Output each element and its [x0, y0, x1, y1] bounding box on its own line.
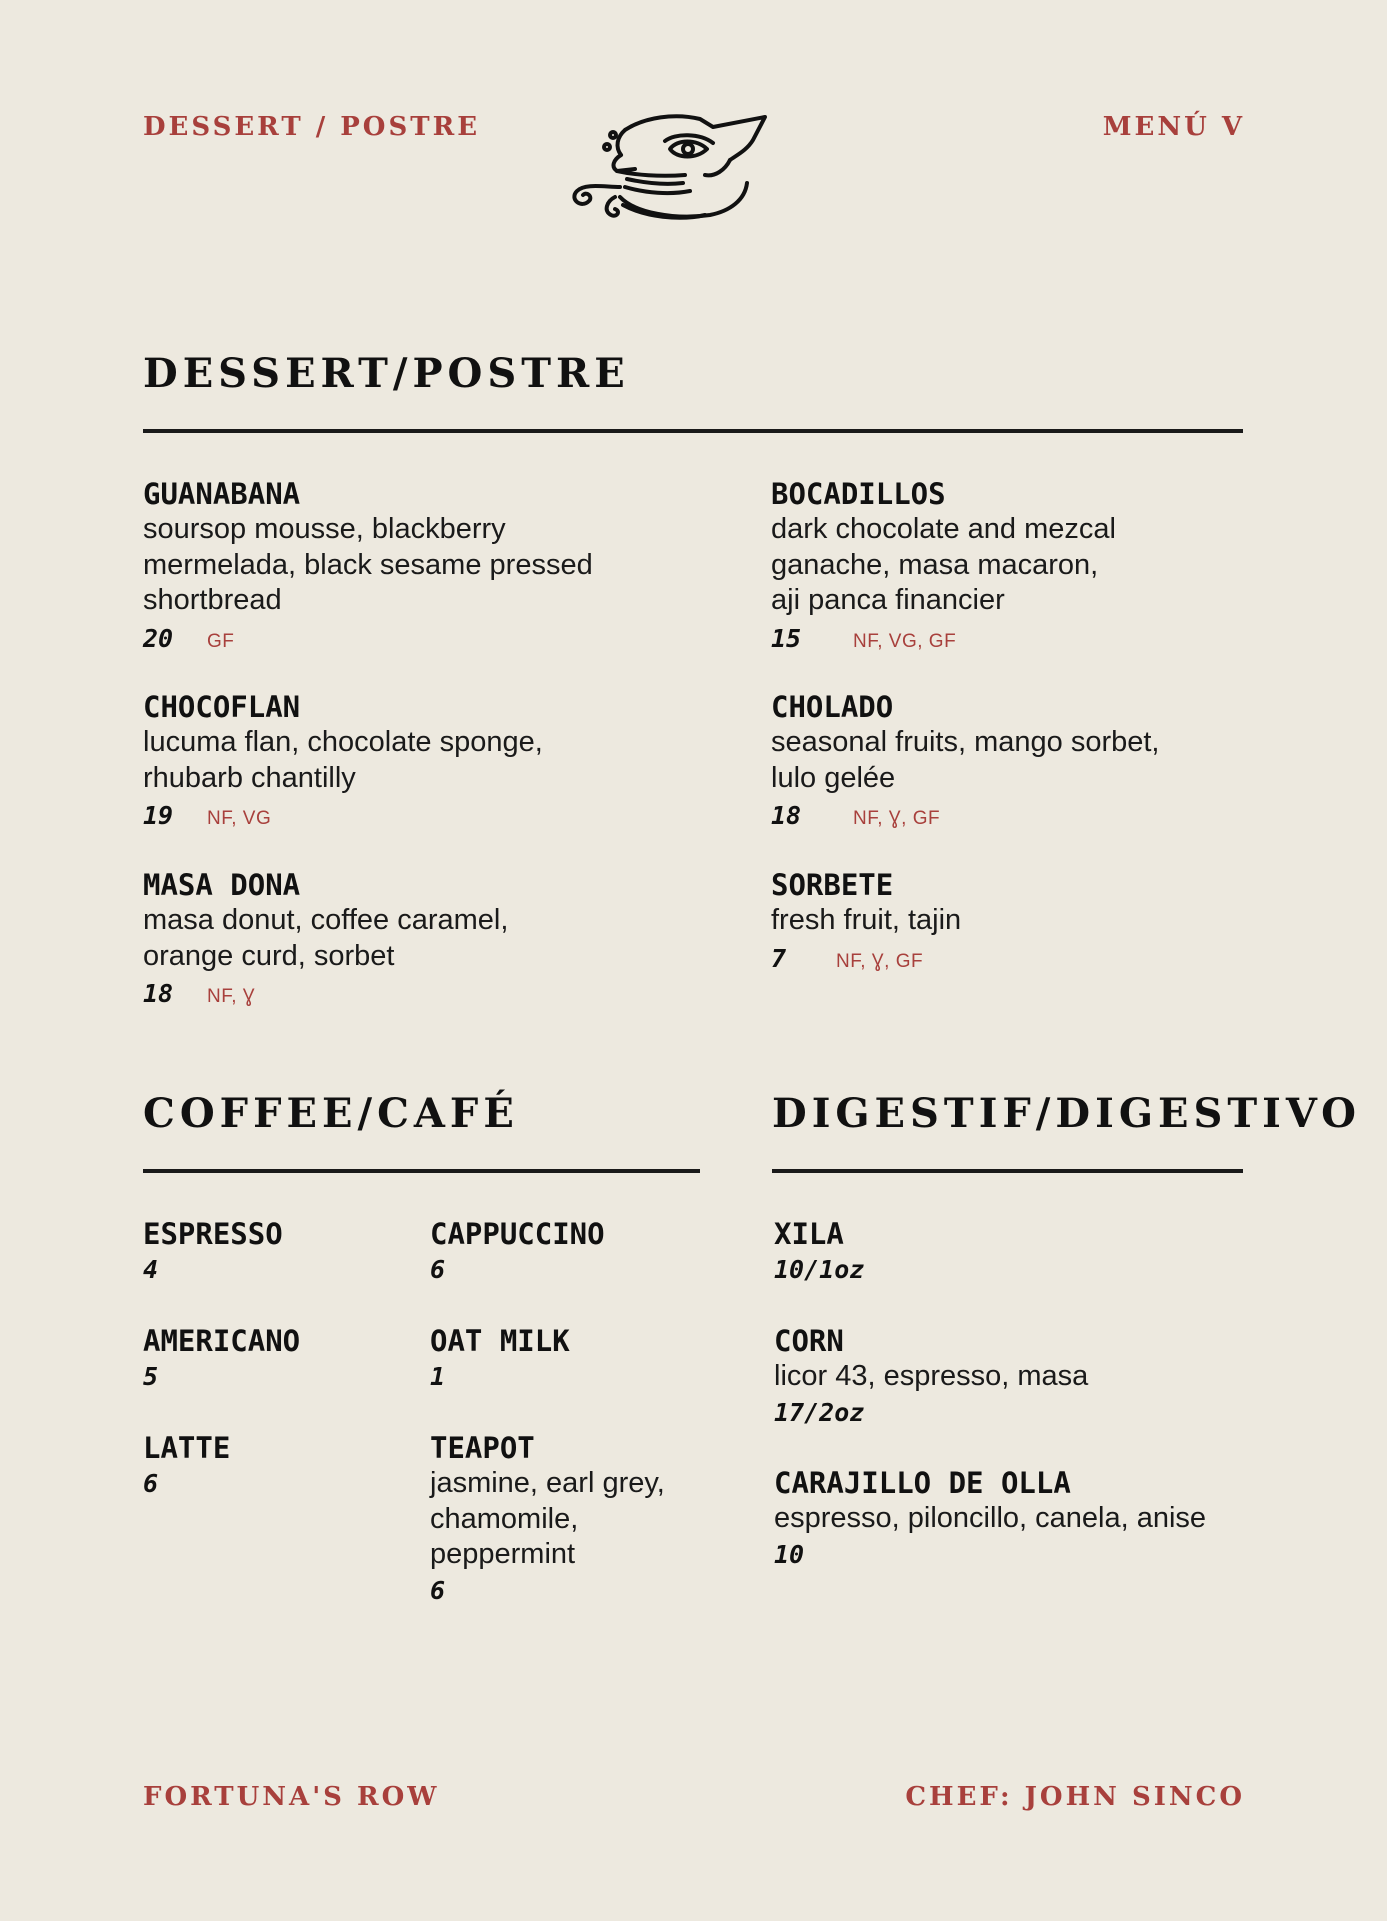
- digestif-section-title: DIGESTIF/DIGESTIVO: [772, 1090, 1362, 1137]
- jaguar-head-icon: [565, 105, 780, 235]
- header-left-label: DESSERT / POSTRE: [143, 112, 481, 142]
- item-price: 4: [143, 1255, 159, 1284]
- menu-item-cappuccino: [430, 1216, 605, 1288]
- menu-item-carajillo-de-olla: [774, 1465, 1206, 1573]
- item-description: soursop mousse, blackberry mermelada, black sesame pressed shortbread: [143, 513, 593, 616]
- item-description: lucuma flan, chocolate sponge, rhubarb chantilly: [143, 726, 543, 794]
- dietary-tags: NF, Ɣ, GF: [853, 808, 941, 829]
- menu-item-americano: [143, 1323, 300, 1395]
- item-description: masa donut, coffee caramel, orange curd, sorbet: [143, 904, 509, 972]
- dietary-tags: NF, VG, GF: [853, 630, 957, 652]
- menu-item-corn: [774, 1323, 1088, 1431]
- item-name: AMERICANO: [143, 1324, 301, 1358]
- item-price: 15: [771, 623, 802, 653]
- menu-item-espresso: [143, 1216, 283, 1288]
- item-price: 17/2oz: [774, 1397, 865, 1427]
- item-name: CHOCOFLAN: [143, 690, 301, 724]
- menu-item-chocoflan: [143, 689, 543, 834]
- item-price: 6: [430, 1575, 446, 1605]
- coffee-divider: [143, 1169, 700, 1173]
- menu-item-masa-dona: [143, 867, 508, 1012]
- item-name: SORBETE: [771, 868, 894, 902]
- menu-item-xila: [774, 1216, 864, 1288]
- menu-item-latte: [143, 1430, 230, 1502]
- item-price: 19: [143, 801, 174, 830]
- menu-item-bocadillos: [771, 476, 1116, 657]
- item-name: TEAPOT: [430, 1431, 535, 1465]
- item-price: 20: [143, 623, 174, 653]
- item-price: 10: [774, 1539, 805, 1569]
- item-description: seasonal fruits, mango sorbet, lulo gelée: [771, 726, 1160, 794]
- dietary-tags: NF, VG: [207, 808, 272, 829]
- item-name: ESPRESSO: [143, 1217, 283, 1251]
- item-price: 18: [771, 801, 802, 830]
- chef-credit: CHEF: JOHN SINCO: [905, 1782, 1245, 1812]
- menu-item-oat-milk: [430, 1323, 570, 1395]
- menu-item-sorbete: [771, 867, 961, 977]
- dessert-section-title: DESSERT/POSTRE: [143, 350, 630, 397]
- item-description: espresso, piloncillo, canela, anise: [774, 1502, 1207, 1534]
- item-price: 7: [771, 943, 787, 973]
- dietary-tags: NF, Ɣ, GF: [836, 950, 924, 972]
- item-description: jasmine, earl grey, chamomile, peppermint: [430, 1467, 665, 1570]
- digestif-divider: [772, 1169, 1243, 1173]
- item-price: 6: [143, 1469, 159, 1498]
- item-description: fresh fruit, tajin: [771, 904, 962, 936]
- item-price: 10/1oz: [774, 1255, 865, 1284]
- item-price: 18: [143, 979, 174, 1008]
- header-right-label: MENÚ V: [1102, 112, 1245, 142]
- menu-item-guanabana: [143, 476, 593, 657]
- item-name: CORN: [774, 1324, 844, 1358]
- dietary-tags: NF, Ɣ: [207, 986, 256, 1007]
- item-price: 1: [430, 1362, 446, 1391]
- restaurant-name: FORTUNA'S ROW: [143, 1782, 440, 1812]
- item-name: CAPPUCCINO: [430, 1217, 605, 1251]
- coffee-section-title: COFFEE/CAFÉ: [143, 1090, 519, 1137]
- item-name: OAT MILK: [430, 1324, 570, 1358]
- item-name: GUANABANA: [143, 477, 301, 511]
- dessert-divider: [143, 429, 1243, 433]
- item-price: 5: [143, 1362, 159, 1391]
- item-description: dark chocolate and mezcal ganache, masa macaron, aji panca financier: [771, 513, 1116, 616]
- dietary-tags: GF: [207, 630, 235, 652]
- item-name: BOCADILLOS: [771, 477, 946, 511]
- item-name: LATTE: [143, 1431, 231, 1465]
- item-name: MASA DONA: [143, 868, 301, 902]
- menu-item-teapot: [430, 1430, 665, 1609]
- item-description: licor 43, espresso, masa: [774, 1360, 1089, 1392]
- item-name: CHOLADO: [771, 690, 894, 724]
- menu-item-cholado: [771, 689, 1159, 834]
- item-name: CARAJILLO DE OLLA: [774, 1466, 1071, 1500]
- item-name: XILA: [774, 1217, 844, 1251]
- item-price: 6: [430, 1255, 446, 1284]
